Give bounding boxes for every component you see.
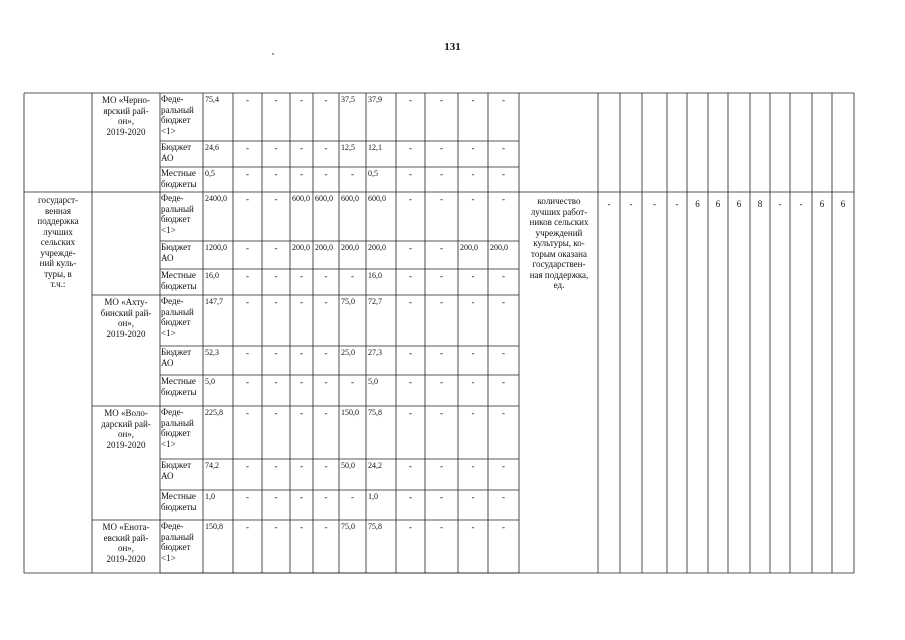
budget-label: Местные бюджеты xyxy=(161,270,197,291)
budget-value: - xyxy=(274,348,278,358)
indicator-value: 6 xyxy=(715,199,721,209)
budget-value: 0,5 xyxy=(205,169,215,178)
budget-value: - xyxy=(300,143,303,153)
budget-value: 5,0 xyxy=(205,377,215,386)
budget-value: 600,0 xyxy=(292,194,310,203)
budget-value: - xyxy=(409,461,412,471)
budget-value: 147,7 xyxy=(205,297,223,306)
budget-value: - xyxy=(409,271,412,281)
budget-value: 75,8 xyxy=(368,408,382,417)
budget-value: - xyxy=(502,408,505,418)
budget-label: Феде- ральный бюджет <1> xyxy=(161,521,194,563)
indicator-value: - xyxy=(799,199,803,209)
budget-value: - xyxy=(409,194,412,204)
budget-value: - xyxy=(440,271,443,281)
budget-value: 25,0 xyxy=(341,348,355,357)
budget-value: - xyxy=(300,297,303,307)
budget-value: 200,0 xyxy=(460,243,478,252)
budget-value: 12,1 xyxy=(368,143,382,152)
budget-value: - xyxy=(471,297,475,307)
budget-label: Бюджет АО xyxy=(161,242,192,263)
measure-label: государст- венная поддержка лучших сельских учрежде- ний куль- туры, в т.ч.: xyxy=(37,195,79,289)
budget-value: - xyxy=(409,297,412,307)
budget-value: - xyxy=(300,522,303,532)
budget-value: - xyxy=(246,348,249,358)
budget-value: - xyxy=(409,143,412,153)
budget-value: - xyxy=(324,522,328,532)
budget-label: Бюджет АО xyxy=(161,460,192,481)
budget-value: 200,0 xyxy=(292,243,310,252)
budget-value: 600,0 xyxy=(341,194,359,203)
budget-value: 37,9 xyxy=(368,95,382,104)
budget-value: - xyxy=(324,461,328,471)
budget-value: - xyxy=(300,461,303,471)
org-label: МО «Енота- евский рай- он», 2019-2020 xyxy=(102,522,150,564)
budget-value: - xyxy=(274,271,278,281)
budget-value: 200,0 xyxy=(368,243,386,252)
budget-label: Бюджет АО xyxy=(161,142,192,163)
budget-value: 74,2 xyxy=(205,461,219,470)
budget-value: - xyxy=(274,492,278,502)
budget-value: - xyxy=(324,348,328,358)
budget-value: - xyxy=(324,169,328,179)
budget-value: 2400,0 xyxy=(205,194,227,203)
budget-value: 75,0 xyxy=(341,297,355,306)
budget-value: 50,0 xyxy=(341,461,355,470)
budget-value: - xyxy=(409,95,412,105)
budget-value: - xyxy=(246,95,249,105)
budget-value: - xyxy=(409,169,412,179)
budget-value: - xyxy=(300,95,303,105)
budget-value: - xyxy=(274,194,278,204)
org-label: МО «Ахту- бинский рай- он», 2019-2020 xyxy=(100,297,152,339)
budget-value: 16,0 xyxy=(205,271,219,280)
budget-value: - xyxy=(300,271,303,281)
budget-value: 75,4 xyxy=(205,95,219,104)
indicator-label: количество лучших работ- ников сельских учреждений культуры, ко- торым оказана государствен- ная поддержка, ед. xyxy=(529,196,589,290)
budget-value: - xyxy=(440,348,443,358)
budget-value: - xyxy=(471,143,475,153)
org-label: МО «Черно- ярский рай- он», 2019-2020 xyxy=(102,95,150,137)
budget-value: - xyxy=(471,348,475,358)
budget-value: 150,8 xyxy=(205,522,223,531)
budget-label: Местные бюджеты xyxy=(161,376,197,397)
org-label: МО «Воло- дарский рай- он», 2019-2020 xyxy=(101,408,151,450)
budget-label: Феде- ральный бюджет <1> xyxy=(161,193,194,235)
budget-value: - xyxy=(471,271,475,281)
budget-value: - xyxy=(246,143,249,153)
budget-value: - xyxy=(246,522,249,532)
indicator-value: - xyxy=(607,199,611,209)
budget-value: 600,0 xyxy=(315,194,333,203)
budget-value: 1,0 xyxy=(205,492,215,501)
budget-value: 72,7 xyxy=(368,297,382,306)
budget-value: - xyxy=(502,169,505,179)
budget-value: - xyxy=(409,377,412,387)
budget-value: - xyxy=(502,377,505,387)
budget-value: 16,0 xyxy=(368,271,382,280)
budget-value: - xyxy=(471,522,475,532)
budget-value: - xyxy=(502,461,505,471)
indicator-value: 6 xyxy=(840,199,846,209)
budget-value: - xyxy=(324,143,328,153)
budget-value: - xyxy=(274,95,278,105)
budget-value: - xyxy=(471,95,475,105)
budget-value: - xyxy=(502,348,505,358)
budget-value: - xyxy=(274,408,278,418)
indicator-value: 6 xyxy=(736,199,742,209)
budget-value: - xyxy=(351,169,354,179)
budget-value: - xyxy=(440,408,443,418)
budget-value: 225,8 xyxy=(205,408,223,417)
budget-value: - xyxy=(246,243,249,253)
budget-value: 75,0 xyxy=(341,522,355,531)
indicator-value: 6 xyxy=(695,199,700,209)
budget-value: - xyxy=(471,492,475,502)
budget-value: - xyxy=(351,377,354,387)
budget-label: Феде- ральный бюджет <1> xyxy=(161,407,194,449)
budget-value: 5,0 xyxy=(368,377,378,386)
budget-value: - xyxy=(274,243,278,253)
budget-value: 27,3 xyxy=(368,348,382,357)
budget-value: - xyxy=(246,169,249,179)
budget-value: - xyxy=(246,194,249,204)
budget-value: - xyxy=(440,522,443,532)
budget-value: - xyxy=(300,169,303,179)
budget-value: 1,0 xyxy=(368,492,378,501)
budget-value: - xyxy=(324,408,328,418)
budget-value: - xyxy=(246,377,249,387)
budget-value: - xyxy=(246,492,249,502)
budget-value: 12,5 xyxy=(341,143,355,152)
indicator-value: - xyxy=(778,199,782,209)
budget-value: - xyxy=(324,297,328,307)
budget-value: 1200,0 xyxy=(205,243,227,252)
budget-value: - xyxy=(502,194,505,204)
budget-value: - xyxy=(246,297,249,307)
budget-value: 600,0 xyxy=(368,194,386,203)
budget-value: 150,0 xyxy=(341,408,359,417)
budget-value: 37,5 xyxy=(341,95,355,104)
budget-label: Местные бюджеты xyxy=(161,168,197,189)
budget-value: - xyxy=(274,143,278,153)
budget-value: 24,2 xyxy=(368,461,382,470)
budget-value: - xyxy=(440,297,443,307)
budget-value: - xyxy=(246,271,249,281)
budget-value: - xyxy=(409,348,412,358)
budget-value: - xyxy=(274,169,278,179)
budget-value: 75,8 xyxy=(368,522,382,531)
budget-value: - xyxy=(324,271,328,281)
indicator-value: - xyxy=(629,199,633,209)
budget-label: Бюджет АО xyxy=(161,347,192,368)
budget-value: - xyxy=(409,492,412,502)
budget-value: - xyxy=(502,95,505,105)
budget-value: - xyxy=(324,95,328,105)
indicator-value: 6 xyxy=(819,199,825,209)
budget-value: - xyxy=(471,408,475,418)
budget-value: - xyxy=(409,408,412,418)
budget-value: 0,5 xyxy=(368,169,378,178)
budget-value: - xyxy=(440,243,443,253)
budget-value: - xyxy=(440,377,443,387)
budget-value: - xyxy=(274,522,278,532)
budget-value: - xyxy=(502,492,505,502)
budget-value: - xyxy=(274,461,278,471)
budget-value: - xyxy=(440,95,443,105)
budget-value: - xyxy=(440,461,443,471)
budget-value: - xyxy=(502,271,505,281)
budget-value: - xyxy=(409,522,412,532)
budget-value: - xyxy=(246,461,249,471)
budget-value: 200,0 xyxy=(341,243,359,252)
budget-value: - xyxy=(246,408,249,418)
budget-value: - xyxy=(274,377,278,387)
budget-value: 200,0 xyxy=(315,243,333,252)
budget-value: 52,3 xyxy=(205,348,219,357)
budget-value: - xyxy=(324,492,328,502)
budget-value: - xyxy=(274,297,278,307)
indicator-value: - xyxy=(675,199,679,209)
budget-value: - xyxy=(351,492,354,502)
budget-value: 24,6 xyxy=(205,143,219,152)
budget-value: - xyxy=(324,377,328,387)
budget-label: Местные бюджеты xyxy=(161,491,197,512)
budget-value: - xyxy=(440,492,443,502)
budget-value: - xyxy=(409,243,412,253)
budget-value: - xyxy=(502,143,505,153)
budget-value: - xyxy=(471,169,475,179)
budget-value: - xyxy=(351,271,354,281)
budget-label: Феде- ральный бюджет <1> xyxy=(161,296,194,338)
indicator-value: 8 xyxy=(757,199,763,209)
budget-value: - xyxy=(300,492,303,502)
budget-value: - xyxy=(502,297,505,307)
budget-label: Феде- ральный бюджет <1> xyxy=(161,94,194,136)
budget-value: - xyxy=(471,194,475,204)
indicator-value: - xyxy=(653,199,656,209)
budget-value: - xyxy=(471,377,475,387)
budget-value: - xyxy=(440,169,443,179)
budget-value: - xyxy=(300,377,303,387)
budget-value: - xyxy=(440,143,443,153)
budget-value: - xyxy=(471,461,475,471)
budget-value: - xyxy=(300,348,303,358)
budget-value: - xyxy=(502,522,505,532)
budget-value: 200,0 xyxy=(490,243,508,252)
budget-value: - xyxy=(300,408,303,418)
budget-value: - xyxy=(440,194,443,204)
page-number: 131 xyxy=(444,41,461,53)
